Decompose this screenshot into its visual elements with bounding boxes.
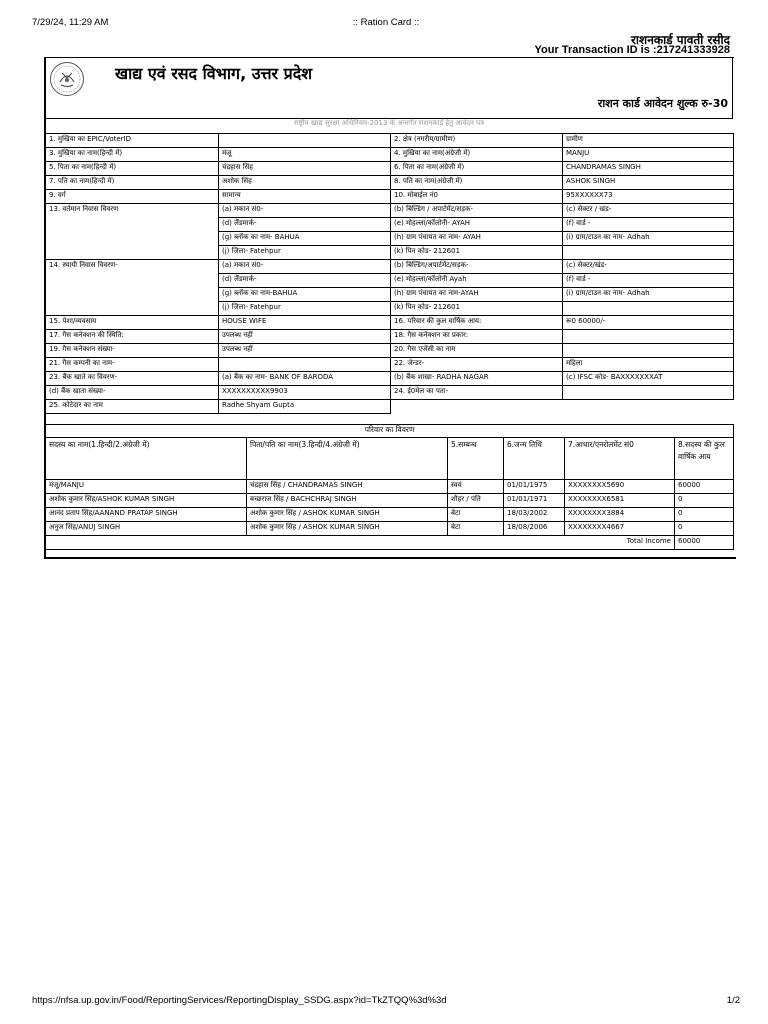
member-dob: 18/03/2002	[504, 508, 565, 522]
field-value: चंद्रहास सिंह	[219, 162, 391, 176]
field-value: रू0 60000/-	[563, 316, 734, 330]
field-value: Radhe Shyam Gupta	[219, 400, 391, 414]
field-label: 23. बैंक खाते का विवरण-	[46, 372, 219, 386]
total-income-value: 60000	[675, 536, 734, 550]
current-address-label: 13. वर्तमान निवास विवरण	[46, 204, 219, 260]
table-row	[46, 176, 734, 190]
field-label: 6. पिता का नाम(अंग्रेजी में)	[391, 162, 563, 176]
family-member-row	[46, 508, 734, 522]
frame-right-border	[732, 57, 733, 119]
address-field: (i) ग्राम/टाउन का नाम- Adhah	[563, 288, 734, 302]
field-label: 20. गैस एजेंसी का नाम	[391, 344, 563, 358]
member-income: 0	[675, 522, 734, 536]
field-value: महिला	[563, 358, 734, 372]
member-dob: 01/01/1971	[504, 494, 565, 508]
family-header-row	[46, 438, 734, 480]
address-field: (j) जिला- Fatehpur	[219, 302, 391, 316]
member-dob: 18/08/2006	[504, 522, 565, 536]
table-row	[46, 386, 734, 400]
column-header: सदस्य का नाम(1.हिन्दी/2.अंग्रेजी में)	[46, 438, 247, 480]
field-value: अशोक सिंह	[219, 176, 391, 190]
table-row	[46, 316, 734, 330]
table-row	[46, 204, 734, 218]
member-name: अनुज सिंह/ANUJ SINGH	[46, 522, 247, 536]
field-label: 22. जेन्डर-	[391, 358, 563, 372]
address-field: (d) लैंडमार्क-	[219, 274, 391, 288]
field-value	[219, 134, 391, 148]
table-row	[46, 162, 734, 176]
member-income: 60000	[675, 480, 734, 494]
address-field: (b) बिल्डिंग/अपार्टमेंट/सड़क-	[391, 260, 563, 274]
address-field	[563, 246, 734, 260]
field-value: मंजू	[219, 148, 391, 162]
address-field: (a) मकान सं0-	[219, 260, 391, 274]
table-row	[46, 190, 734, 204]
address-field: (g) ब्लॉक का नाम- BAHUA	[219, 232, 391, 246]
field-label: 16. परिवार की कुल वार्षिक आय:	[391, 316, 563, 330]
transaction-id: Your Transaction ID is :217241333928	[534, 44, 730, 56]
field-value: सामान्य	[219, 190, 391, 204]
address-field: (e) मोहल्ला/कॉलोनी Ayah	[391, 274, 563, 288]
member-aadhaar: XXXXXXXX6581	[565, 494, 675, 508]
field-value	[563, 344, 734, 358]
print-datetime: 7/29/24, 11:29 AM	[32, 17, 109, 28]
family-member-row	[46, 480, 734, 494]
table-row	[46, 372, 734, 386]
field-value: उपलब्ध नहीं	[219, 330, 391, 344]
print-url: https://nfsa.up.gov.in/Food/ReportingServices/ReportingDisplay_SSDG.aspx?id=TkZTQQ%3d%3d	[32, 995, 447, 1006]
member-father-husband: चंद्रहास सिंह / CHANDRAMAS SINGH	[247, 480, 448, 494]
address-field: (c) सेक्टर/खंड-	[563, 260, 734, 274]
empty-cell	[563, 400, 734, 414]
address-field: (j) जिला- Fatehpur	[219, 246, 391, 260]
field-value: XXXXXXXXXX9903	[219, 386, 391, 400]
field-value: CHANDRAMAS SINGH	[563, 162, 734, 176]
address-field: (h) ग्राम पंचायत का नाम-AYAH	[391, 288, 563, 302]
column-header: 7.आधार/एनरोलमेंट सं0	[565, 438, 675, 480]
family-details-table	[45, 424, 734, 550]
total-income-label: Total Income	[46, 536, 675, 550]
address-field: (k) पिन कोड- 212601	[391, 302, 563, 316]
field-label: 19. गैस कनेक्शन संख्या-	[46, 344, 219, 358]
address-field: (c) सेक्टर / खंड-	[563, 204, 734, 218]
field-label: 7. पति का नाम(हिन्दी में)	[46, 176, 219, 190]
address-field: (i) ग्राम/टाउन का नाम- Adhah	[563, 232, 734, 246]
field-value: (c) IFSC कोड- BAXXXXXXXAT	[563, 372, 734, 386]
field-label: 25. कोटेदार का नाम	[46, 400, 219, 414]
field-label: 9. वर्ग	[46, 190, 219, 204]
member-father-husband: बच्छराज सिंह / BACHCHRAJ SINGH	[247, 494, 448, 508]
field-value: 95XXXXXX73	[563, 190, 734, 204]
member-relation: बेटा	[448, 508, 504, 522]
column-header: 8.सदस्य की कुल वार्षिक आय	[675, 438, 734, 480]
form-subtitle: राष्ट्रीय खाद्य सुरक्षा अधिनियम-2013 के अन्तर्गत राशनकार्ड हेतु आवेदन पत्र	[293, 119, 485, 127]
print-page-title: :: Ration Card ::	[352, 17, 420, 28]
receipt-title: राशनकार्ड पावती रसीद	[631, 33, 730, 47]
field-label: 8. पति का नाम(अंग्रेजी में)	[391, 176, 563, 190]
address-field	[563, 302, 734, 316]
address-field: (f) वार्ड -	[563, 218, 734, 232]
field-value	[219, 358, 391, 372]
column-header: पिता/पति का नाम(3.हिन्दी/4.अंग्रेजी में)	[247, 438, 448, 480]
total-income-row	[46, 536, 734, 550]
member-income: 0	[675, 494, 734, 508]
address-field: (d) लैंडमार्क-	[219, 218, 391, 232]
field-label: (d) बैंक खाता संख्या-	[46, 386, 219, 400]
application-fee: राशन कार्ड आवेदन शुल्क रु-30	[597, 97, 728, 110]
field-label: 21. गैस कम्पनी का नाम-	[46, 358, 219, 372]
member-name: मंजू/MANJU	[46, 480, 247, 494]
member-aadhaar: XXXXXXXX3884	[565, 508, 675, 522]
field-value	[563, 386, 734, 400]
table-row	[46, 358, 734, 372]
applicant-details-table	[45, 133, 734, 414]
address-field: (b) बिल्डिंग / अपार्टमेंट/सड़क-	[391, 204, 563, 218]
address-field: (k) पिन कोड- 212601	[391, 246, 563, 260]
member-dob: 01/01/1975	[504, 480, 565, 494]
field-value: ग्रामीण	[563, 134, 734, 148]
field-label: 2. क्षेत्र (नगरीय/ग्रामीण)	[391, 134, 563, 148]
field-label: 4. मुखिया का नाम(अंग्रेजी में)	[391, 148, 563, 162]
field-label: 3. मुखिया का नाम(हिन्दी में)	[46, 148, 219, 162]
print-page-number: 1/2	[726, 995, 740, 1006]
column-header: 5.सम्बन्ध	[448, 438, 504, 480]
field-label: 10. मोबाईल नं0	[391, 190, 563, 204]
field-value: (b) बैंक शाखा- RADHA NAGAR	[391, 372, 563, 386]
member-aadhaar: XXXXXXXX4667	[565, 522, 675, 536]
address-field: (a) मकान सं0-	[219, 204, 391, 218]
section-title-row	[46, 425, 734, 438]
member-name: आनंद प्रताप सिंह/AANAND PRATAP SINGH	[46, 508, 247, 522]
family-member-row	[46, 494, 734, 508]
member-income: 0	[675, 508, 734, 522]
field-value	[563, 330, 734, 344]
member-aadhaar: XXXXXXXX5690	[565, 480, 675, 494]
family-member-row	[46, 522, 734, 536]
field-value: उपलब्ध नहीं	[219, 344, 391, 358]
member-relation: बेटा	[448, 522, 504, 536]
column-header: 6.जन्म तिथि	[504, 438, 565, 480]
table-row	[46, 330, 734, 344]
field-label: 18. गैस कनेक्शन का प्रकार:	[391, 330, 563, 344]
table-row	[46, 260, 734, 274]
up-govt-emblem-icon	[49, 61, 85, 97]
family-section-title: परिवार का विवरण	[46, 425, 734, 438]
address-field: (e) मोहल्ला/कॉलोनी- AYAH	[391, 218, 563, 232]
address-field: (f) वार्ड -	[563, 274, 734, 288]
member-relation: शौहर / पति	[448, 494, 504, 508]
table-row	[46, 148, 734, 162]
field-value: ASHOK SINGH	[563, 176, 734, 190]
field-label: 15. पेशा/व्यवसाय	[46, 316, 219, 330]
member-father-husband: अशोक कुमार सिंह / ASHOK KUMAR SINGH	[247, 522, 448, 536]
department-title: खाद्य एवं रसद विभाग, उत्तर प्रदेश	[115, 64, 313, 83]
address-field: (h) ग्राम पंचायत का नाम- AYAH	[391, 232, 563, 246]
member-name: अशोक कुमार सिंह/ASHOK KUMAR SINGH	[46, 494, 247, 508]
member-relation: स्वयं	[448, 480, 504, 494]
address-field: (g) ब्लॉक का नाम-BAHUA	[219, 288, 391, 302]
empty-cell	[391, 400, 563, 414]
permanent-address-label: 14. स्थायी निवास विवरण-	[46, 260, 219, 316]
table-row	[46, 134, 734, 148]
field-label: 5. पिता का नाम(हिन्दी में)	[46, 162, 219, 176]
table-row	[46, 400, 734, 414]
field-label: 24. ई0मेल का पता-	[391, 386, 563, 400]
field-value: HOUSE WIFE	[219, 316, 391, 330]
table-row	[46, 344, 734, 358]
field-label: 1. मुखिया का EPIC/VoterID	[46, 134, 219, 148]
field-value: (a) बैंक का नाम- BANK OF BARODA	[219, 372, 391, 386]
field-label: 17. गैस कनेक्शन की स्थिति:	[46, 330, 219, 344]
field-value: MANJU	[563, 148, 734, 162]
member-father-husband: अशोक कुमार सिंह / ASHOK KUMAR SINGH	[247, 508, 448, 522]
